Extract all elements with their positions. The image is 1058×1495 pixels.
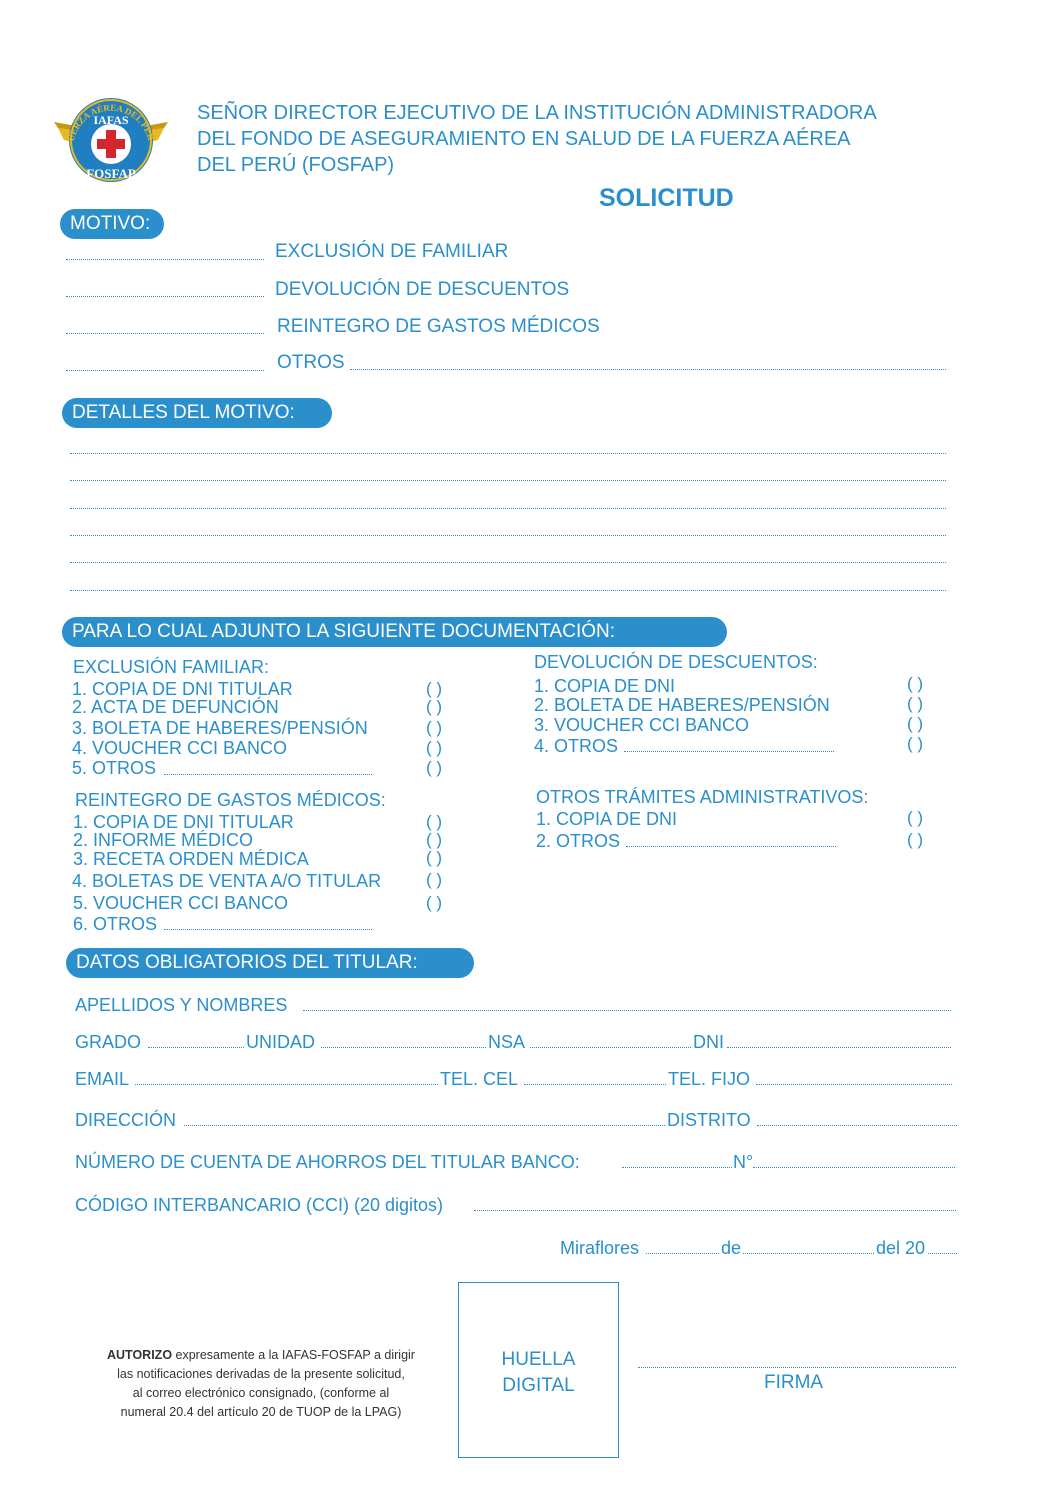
devolucion-item: 3. VOUCHER CCI BANCO [534, 715, 750, 735]
titular-heading: DATOS OBLIGATORIOS DEL TITULAR: [66, 948, 474, 978]
exclusion-item: 5. OTROS [72, 758, 157, 778]
autorizo-line-1 [96, 1346, 426, 1365]
tel-cel-label: TEL. CEL [440, 1069, 519, 1089]
reintegro-item: 4. BOLETAS DE VENTA A/O TITULAR [72, 871, 382, 891]
fecha-dia-field[interactable] [646, 1253, 719, 1254]
reintegro-item: 3. RECETA ORDEN MÉDICA [73, 849, 309, 869]
motivo-check-line[interactable] [66, 296, 264, 297]
otros-tramites-item: 2. OTROS [536, 831, 621, 851]
addressee-line-3: DEL PERÚ (FOSFAP) [197, 154, 395, 176]
exclusion-item: 1. COPIA DE DNI TITULAR [72, 679, 293, 699]
direccion-label: DIRECCIÓN [75, 1110, 177, 1130]
huella-line-2: DIGITAL [502, 1375, 575, 1396]
exclusion-item: 2. ACTA DE DEFUNCIÓN [72, 697, 279, 717]
devolucion-item: 4. OTROS [534, 736, 619, 756]
autorizo-line-3: al correo electrónico consignado, (conforme al [132, 1386, 390, 1400]
logo-mid-text: IAFAS [93, 113, 129, 127]
iafas-fosfap-logo [50, 88, 172, 188]
motivo-check-line[interactable] [66, 370, 264, 371]
logo-bottom-text: FOSFAP [86, 166, 136, 181]
direccion-field[interactable] [184, 1125, 665, 1126]
reintegro-item: 2. INFORME MÉDICO [73, 830, 254, 850]
firma-label: FIRMA [764, 1372, 824, 1393]
nsa-field[interactable] [530, 1047, 691, 1048]
detalles-line[interactable] [70, 562, 946, 563]
tel-cel-field[interactable] [524, 1084, 666, 1085]
grado-field[interactable] [148, 1047, 244, 1048]
exclusion-title: EXCLUSIÓN FAMILIAR: [73, 657, 270, 677]
reintegro-otros-field[interactable] [164, 929, 372, 930]
otros-tramites-checkbox[interactable]: ( ) [907, 830, 924, 849]
autorizo-text [96, 1346, 426, 1422]
autorizo-line-4: numeral 20.4 del artículo 20 de TUOP de la LPAG) [120, 1405, 402, 1419]
reintegro-checkbox[interactable]: ( ) [426, 848, 443, 867]
exclusion-item: 3. BOLETA DE HABERES/PENSIÓN [72, 718, 368, 738]
huella-line-1: HUELLA [501, 1349, 576, 1370]
reintegro-checkbox[interactable]: ( ) [426, 870, 443, 889]
motivo-option-reintegro: REINTEGRO DE GASTOS MÉDICOS [277, 316, 600, 337]
addressee-line-1: SEÑOR DIRECTOR EJECUTIVO DE LA INSTITUCIÓN ADMINISTRADORA [197, 102, 877, 124]
otros-tramites-item: 1. COPIA DE DNI [536, 809, 678, 829]
email-label: EMAIL [75, 1069, 130, 1089]
motivo-option-exclusion: EXCLUSIÓN DE FAMILIAR [275, 241, 509, 262]
distrito-field[interactable] [757, 1125, 957, 1126]
documentacion-heading: PARA LO CUAL ADJUNTO LA SIGUIENTE DOCUMENTACIÓN: [62, 617, 727, 647]
exclusion-item: 4. VOUCHER CCI BANCO [72, 738, 288, 758]
motivo-heading: MOTIVO: [60, 209, 164, 239]
autorizo-bold: AUTORIZO [107, 1348, 173, 1362]
page-title: SOLICITUD [599, 184, 734, 212]
reintegro-checkbox[interactable]: ( ) [426, 830, 443, 849]
exclusion-checkbox[interactable]: ( ) [426, 758, 443, 777]
reintegro-item: 1. COPIA DE DNI TITULAR [73, 812, 294, 832]
reintegro-title: REINTEGRO DE GASTOS MÉDICOS: [75, 790, 386, 810]
numero-label: N° [733, 1152, 754, 1172]
otros-tramites-checkbox[interactable]: ( ) [907, 808, 924, 827]
addressee-line-2: DEL FONDO DE ASEGURAMIENTO EN SALUD DE LA FUERZA AÉREA [197, 128, 851, 150]
devolucion-item: 2. BOLETA DE HABERES/PENSIÓN [534, 695, 830, 715]
reintegro-checkbox[interactable]: ( ) [426, 893, 443, 912]
motivo-check-line[interactable] [66, 259, 264, 260]
cci-field[interactable] [474, 1210, 956, 1211]
reintegro-checkbox[interactable]: ( ) [426, 812, 443, 831]
apellidos-field[interactable] [303, 1010, 951, 1011]
unidad-field[interactable] [321, 1047, 486, 1048]
detalles-line[interactable] [70, 535, 946, 536]
banco-field[interactable] [622, 1167, 732, 1168]
devolucion-title: DEVOLUCIÓN DE DESCUENTOS: [534, 652, 818, 672]
exclusion-checkbox[interactable]: ( ) [426, 697, 443, 716]
detalles-line[interactable] [70, 480, 946, 481]
detalles-line[interactable] [70, 590, 946, 591]
autorizo-line-1-rest: expresamente a la IAFAS-FOSFAP a dirigir [172, 1348, 415, 1362]
devolucion-item: 1. COPIA DE DNI [534, 676, 676, 696]
tel-fijo-label: TEL. FIJO [668, 1069, 751, 1089]
motivo-check-line[interactable] [66, 333, 264, 334]
exclusion-checkbox[interactable]: ( ) [426, 738, 443, 757]
unidad-label: UNIDAD [246, 1032, 316, 1052]
motivo-option-devolucion: DEVOLUCIÓN DE DESCUENTOS [275, 279, 570, 300]
exclusion-checkbox[interactable]: ( ) [426, 679, 443, 698]
firma-line[interactable] [638, 1367, 956, 1368]
devolucion-checkbox[interactable]: ( ) [907, 694, 924, 713]
otros-tramites-otros-field[interactable] [626, 846, 836, 847]
motivo-otros-field[interactable] [350, 369, 946, 370]
distrito-label: DISTRITO [667, 1110, 751, 1130]
fecha-de: de [721, 1238, 742, 1258]
autorizo-line-2: las notificaciones derivadas de la presente solicitud, [117, 1367, 405, 1381]
exclusion-otros-field[interactable] [164, 774, 372, 775]
cuenta-label: NÚMERO DE CUENTA DE AHORROS DEL TITULAR BANCO: [75, 1152, 580, 1172]
cci-label: CÓDIGO INTERBANCARIO (CCI) (20 digitos) [75, 1195, 444, 1215]
fecha-del: del 20 [876, 1238, 926, 1258]
apellidos-label: APELLIDOS Y NOMBRES [75, 995, 288, 1015]
dni-label: DNI [693, 1032, 724, 1052]
dni-field[interactable] [727, 1047, 951, 1048]
fecha-lugar: Miraflores [560, 1238, 640, 1258]
email-field[interactable] [135, 1084, 438, 1085]
detalles-heading: DETALLES DEL MOTIVO: [62, 398, 332, 428]
huella-box[interactable] [458, 1282, 619, 1458]
motivo-option-otros: OTROS [277, 352, 345, 373]
exclusion-checkbox[interactable]: ( ) [426, 718, 443, 737]
detalles-line[interactable] [70, 453, 946, 454]
tel-fijo-field[interactable] [756, 1084, 952, 1085]
reintegro-item: 6. OTROS [73, 914, 158, 934]
devolucion-otros-field[interactable] [624, 751, 834, 752]
grado-label: GRADO [75, 1032, 142, 1052]
fecha-mes-field[interactable] [743, 1253, 874, 1254]
logo-top-text: UERZA AÉREA DEL PER [65, 102, 156, 143]
nsa-label: NSA [488, 1032, 526, 1052]
detalles-line[interactable] [70, 508, 946, 509]
devolucion-checkbox[interactable]: ( ) [907, 674, 924, 693]
numero-cuenta-field[interactable] [753, 1167, 955, 1168]
reintegro-item: 5. VOUCHER CCI BANCO [73, 893, 289, 913]
devolucion-checkbox[interactable]: ( ) [907, 734, 924, 753]
fecha-anio-field[interactable] [928, 1253, 957, 1254]
devolucion-checkbox[interactable]: ( ) [907, 714, 924, 733]
otros-tramites-title: OTROS TRÁMITES ADMINISTRATIVOS: [536, 787, 869, 807]
